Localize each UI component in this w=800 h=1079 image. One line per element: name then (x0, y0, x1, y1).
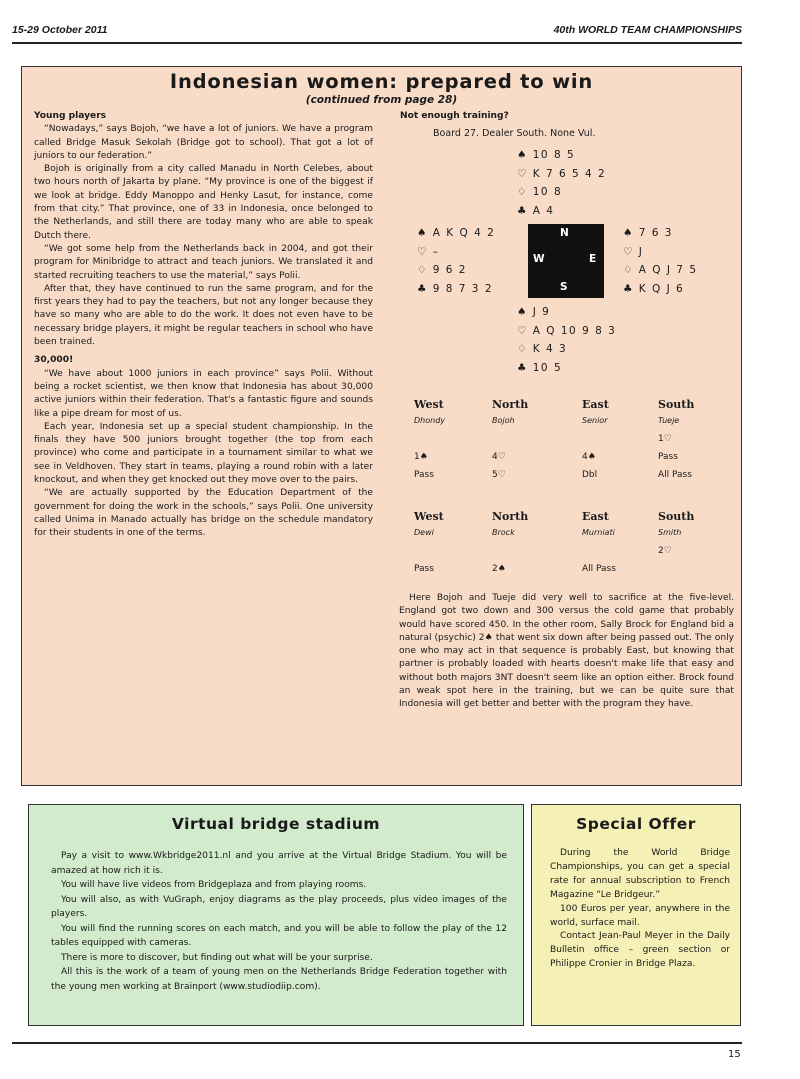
article-title: Indonesian women: prepared to win (169, 70, 594, 93)
paragraph: During the World Bridge Championships, you can get a special rate for annual subscription to French Magazine “Le Bridgeur.” (550, 848, 730, 900)
west-hand: ♠ A K Q 4 2 ♡ – ♢ 9 6 2 ♣ 9 8 7 3 2 (417, 227, 496, 295)
article-right-column (400, 110, 735, 123)
south-hand: ♠ J 9 ♡ A Q 10 9 8 3 ♢ K 4 3 ♣ 10 5 (517, 306, 617, 374)
header-rule (12, 42, 742, 44)
paragraph: “We are actually supported by the Education Department of the government for doing the work in the schools,” says Polii. One university called Unima in Manado actually has bridge on the schedule mandatory for their students in one of the terms. (34, 488, 373, 539)
deal-caption: Board 27. Dealer South. None Vul. (433, 128, 596, 139)
virtual-stadium-box (28, 804, 524, 1026)
east-hand: ♠ 7 6 3 ♡ J ♢ A Q J 7 5 ♣ K Q J 6 (623, 227, 698, 295)
auction-bid-row: 2♡ (658, 546, 672, 556)
paragraph: 100 Euros per year, anywhere in the world, surface mail. (550, 903, 730, 928)
paragraph: All this is the work of a team of young men on the Netherlands Bridge Federation together with the young men working at Brainport (www.studiodiip.com). (51, 967, 507, 992)
auction-bid-row: Pass 5♡ Dbl All Pass (414, 470, 692, 480)
auction-bid-row: 1♡ (658, 434, 672, 444)
special-offer-box (531, 804, 741, 1026)
stadium-title: Virtual bridge stadium (171, 815, 381, 833)
paragraph: Contact Jean-Paul Meyer in the Daily Bulletin office – green section or Philippe Cronier in Bridge Plaza. (550, 931, 730, 970)
article-left-column (34, 110, 373, 541)
offer-title: Special Offer (576, 815, 696, 833)
paragraph: There is more to discover, but finding out what will be your surprise. (61, 952, 373, 963)
article-subtitle: (continued from page 28) (305, 94, 458, 106)
paragraph: After that, they have continued to run the same program, and for the first years they had to pay the teachers, but not any longer because they have so many who are able to do the work. It does not even have to be necessary bridge players, it might be regular teachers in school who have been trained. (34, 283, 373, 348)
auction-header-row: West North East South (414, 510, 695, 523)
section-heading: Young players (34, 111, 107, 121)
paragraph: Pay a visit to www.Wkbridge2011.nl and you arrive at the Virtual Bridge Stadium. You will be amazed at how rich it is. (51, 851, 507, 876)
offer-text (550, 847, 730, 972)
section-heading: 30,000! (34, 355, 74, 366)
compass-box: N W E S (528, 224, 604, 298)
auction-bid-row: 1♠ 4♡ 4♠ Pass (414, 452, 678, 462)
paragraph: “We have about 1000 juniors in each province” says Polii. Without being a rocket scientist, we then know that Indonesia has about 30,000 active juniors within their federation. That's a fantastic figure and sounds like a pipe dream for most of us. (34, 368, 373, 419)
stadium-text (51, 849, 507, 994)
paragraph: You will also, as with VuGraph, enjoy diagrams as the play proceeds, plus video images of the players. (51, 894, 507, 919)
page-number: 15 (728, 1049, 741, 1060)
auction-names-row: Dewi Brock Murniati Smith (414, 528, 682, 537)
paragraph: You will find the running scores on each match, and you will be able to follow the play of the 12 tables equipped with cameras. (51, 923, 507, 948)
paragraph: You will have live videos from Bridgeplaza and from playing rooms. (61, 880, 367, 890)
section-heading: Not enough training? (400, 111, 509, 121)
paragraph: Bojoh is originally from a city called Manadu in North Celebes, about two hours north of Jakarta by plane. “My province is one of the biggest if we look at bridge. Eddy Manoppo and Henky Lasut, for instance, come from that city.” That province, one of 33 in Indonesia, once belonged to the Netherlands, and still there are today many who are able to speak Dutch there. (34, 164, 373, 241)
north-hand: ♠ 10 8 5 ♡ K 7 6 5 4 2 ♢ 10 8 ♣ A 4 (517, 149, 607, 217)
auction-names-row: Dhondy Bojoh Senior Tueje (414, 416, 680, 425)
paragraph: Here Bojoh and Tueje did very well to sacrifice at the five-level. England got two down and 300 versus the cold game that probably would have scored 450. In the other room, Sally Brock for England bid a natural (psychic) 2♠ that went six down after being passed out. The only one who may act in that sequence is probably East, but knowing that partner is probably loaded with hearts doesn't make life that easy and without both majors 3NT doesn't seem like an option either. Brock found an weak spot here in the training, but we can be quite sure that Indonesia will get better and better with the program they have. (399, 593, 734, 710)
footer-rule (12, 1042, 742, 1044)
paragraph: “Nowadays,” says Bojoh, “we have a lot of juniors. We have a program called Bridge Masuk Sekolah (Bridge got to school). That got a lot of juniors to our federation.” (34, 124, 373, 161)
auction-header-row: West North East South (414, 398, 695, 411)
article-closing (399, 592, 734, 712)
header-date: 15-29 October 2011 (12, 24, 108, 36)
deal-diagram (383, 128, 713, 398)
paragraph: Each year, Indonesia set up a special student championship. In the finals they have 500 juniors brought together (the top from each province) who come and participate in a tournament similar to what we see in Veldhoven. They start in teams, playing a round robin with a later knockout, and when they get knocked out they move over to the pairs. (34, 421, 373, 486)
auction-table-2 (394, 510, 724, 582)
header-event: 40th WORLD TEAM CHAMPIONSHIPS (553, 24, 742, 36)
auction-table-1 (394, 398, 724, 488)
auction-bid-row: Pass 2♠ All Pass (414, 564, 616, 574)
page-header (12, 24, 742, 42)
paragraph: “We got some help from the Netherlands back in 2004, and got their program for Minibridge to attract and teach juniors. We translated it and started recruiting teachers to use the material,” says Polii. (34, 243, 373, 281)
